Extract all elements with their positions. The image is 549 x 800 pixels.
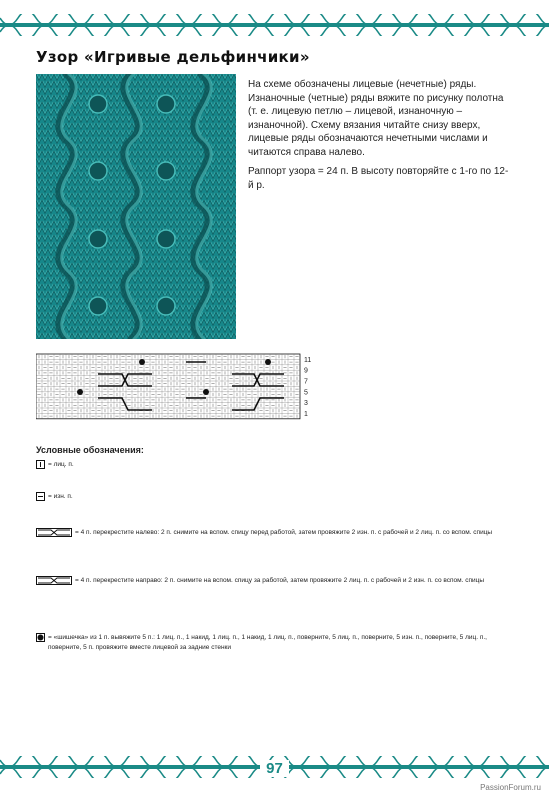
- knit-symbol-icon: [36, 460, 45, 469]
- legend-bobble-text: = «шишечка» из 1 п. вывяжите 5 п.: 1 лиц. п., 1 накид, 1 лиц. п., 1 накид, 1 лиц. п., поверните, 5 лиц. п., поверните, 5 изн. п., поверните, 5 лиц. п., поверните, 5 п. провяжите вместе лицевой за задние стенки: [48, 634, 487, 651]
- legend-knit-text: = лиц. п.: [48, 461, 74, 468]
- page-number: 97: [260, 760, 289, 777]
- legend-purl: [36, 492, 498, 502]
- knitting-chart: [36, 352, 326, 422]
- cross-left-symbol-icon: [36, 528, 72, 537]
- chart-row-label: 1: [304, 410, 308, 418]
- page-number-wrap: [0, 760, 549, 777]
- legend-cross-right-text: = 4 п. перекрестите направо: 2 п. снимите на вспом. спицу за работой, затем провяжите 2 лиц. п. с рабочей и 2 изн. п. со вспом. спицы: [75, 577, 485, 584]
- legend-cross-left-text: = 4 п. перекрестите налево: 2 п. снимите на вспом. спицу перед работой, затем провяжите 2 изн. п. с рабочей и 2 лиц. п. со вспом. спицы: [75, 529, 493, 536]
- description-paragraph-2: Раппорт узора = 24 п. В высоту повторяйте с 1-го по 12-й р.: [248, 166, 509, 191]
- watermark-text: PassionForum.ru: [480, 783, 541, 792]
- purl-symbol-icon: [36, 492, 45, 501]
- chart-row-label: 3: [304, 400, 308, 408]
- chart-row-label: 7: [304, 378, 308, 386]
- chart-row-label: 11: [304, 356, 312, 364]
- legend-knit: [36, 460, 498, 470]
- description-paragraph-1: На схеме обозначены лицевые (нечетные) ряды. Изнаночные (четные) ряды вяжите по рисунку полотна (т. е. лицевую петлю – лицевой, изнаночную – изнаночной). Схему вязания читайте снизу вверх, лицевые ряды обозначаются нечетными числами и читаются справа налево.: [248, 79, 504, 158]
- legend-purl-text: = изн. п.: [48, 493, 73, 500]
- chart-row-label: 9: [304, 367, 308, 375]
- bobble-symbol-icon: [36, 633, 45, 642]
- legend-bobble: [36, 633, 498, 653]
- top-celtic-border: [0, 14, 549, 36]
- cross-right-symbol-icon: [36, 576, 72, 585]
- legend-title: Условные обозначения:: [36, 445, 144, 455]
- chart-row-label: 5: [304, 389, 308, 397]
- page-title: Узор «Игривые дельфинчики»: [36, 48, 310, 66]
- pattern-description: [248, 78, 510, 198]
- legend-cross-right: [36, 576, 525, 586]
- knit-swatch-photo: [36, 74, 236, 339]
- legend-cross-left: [36, 528, 525, 538]
